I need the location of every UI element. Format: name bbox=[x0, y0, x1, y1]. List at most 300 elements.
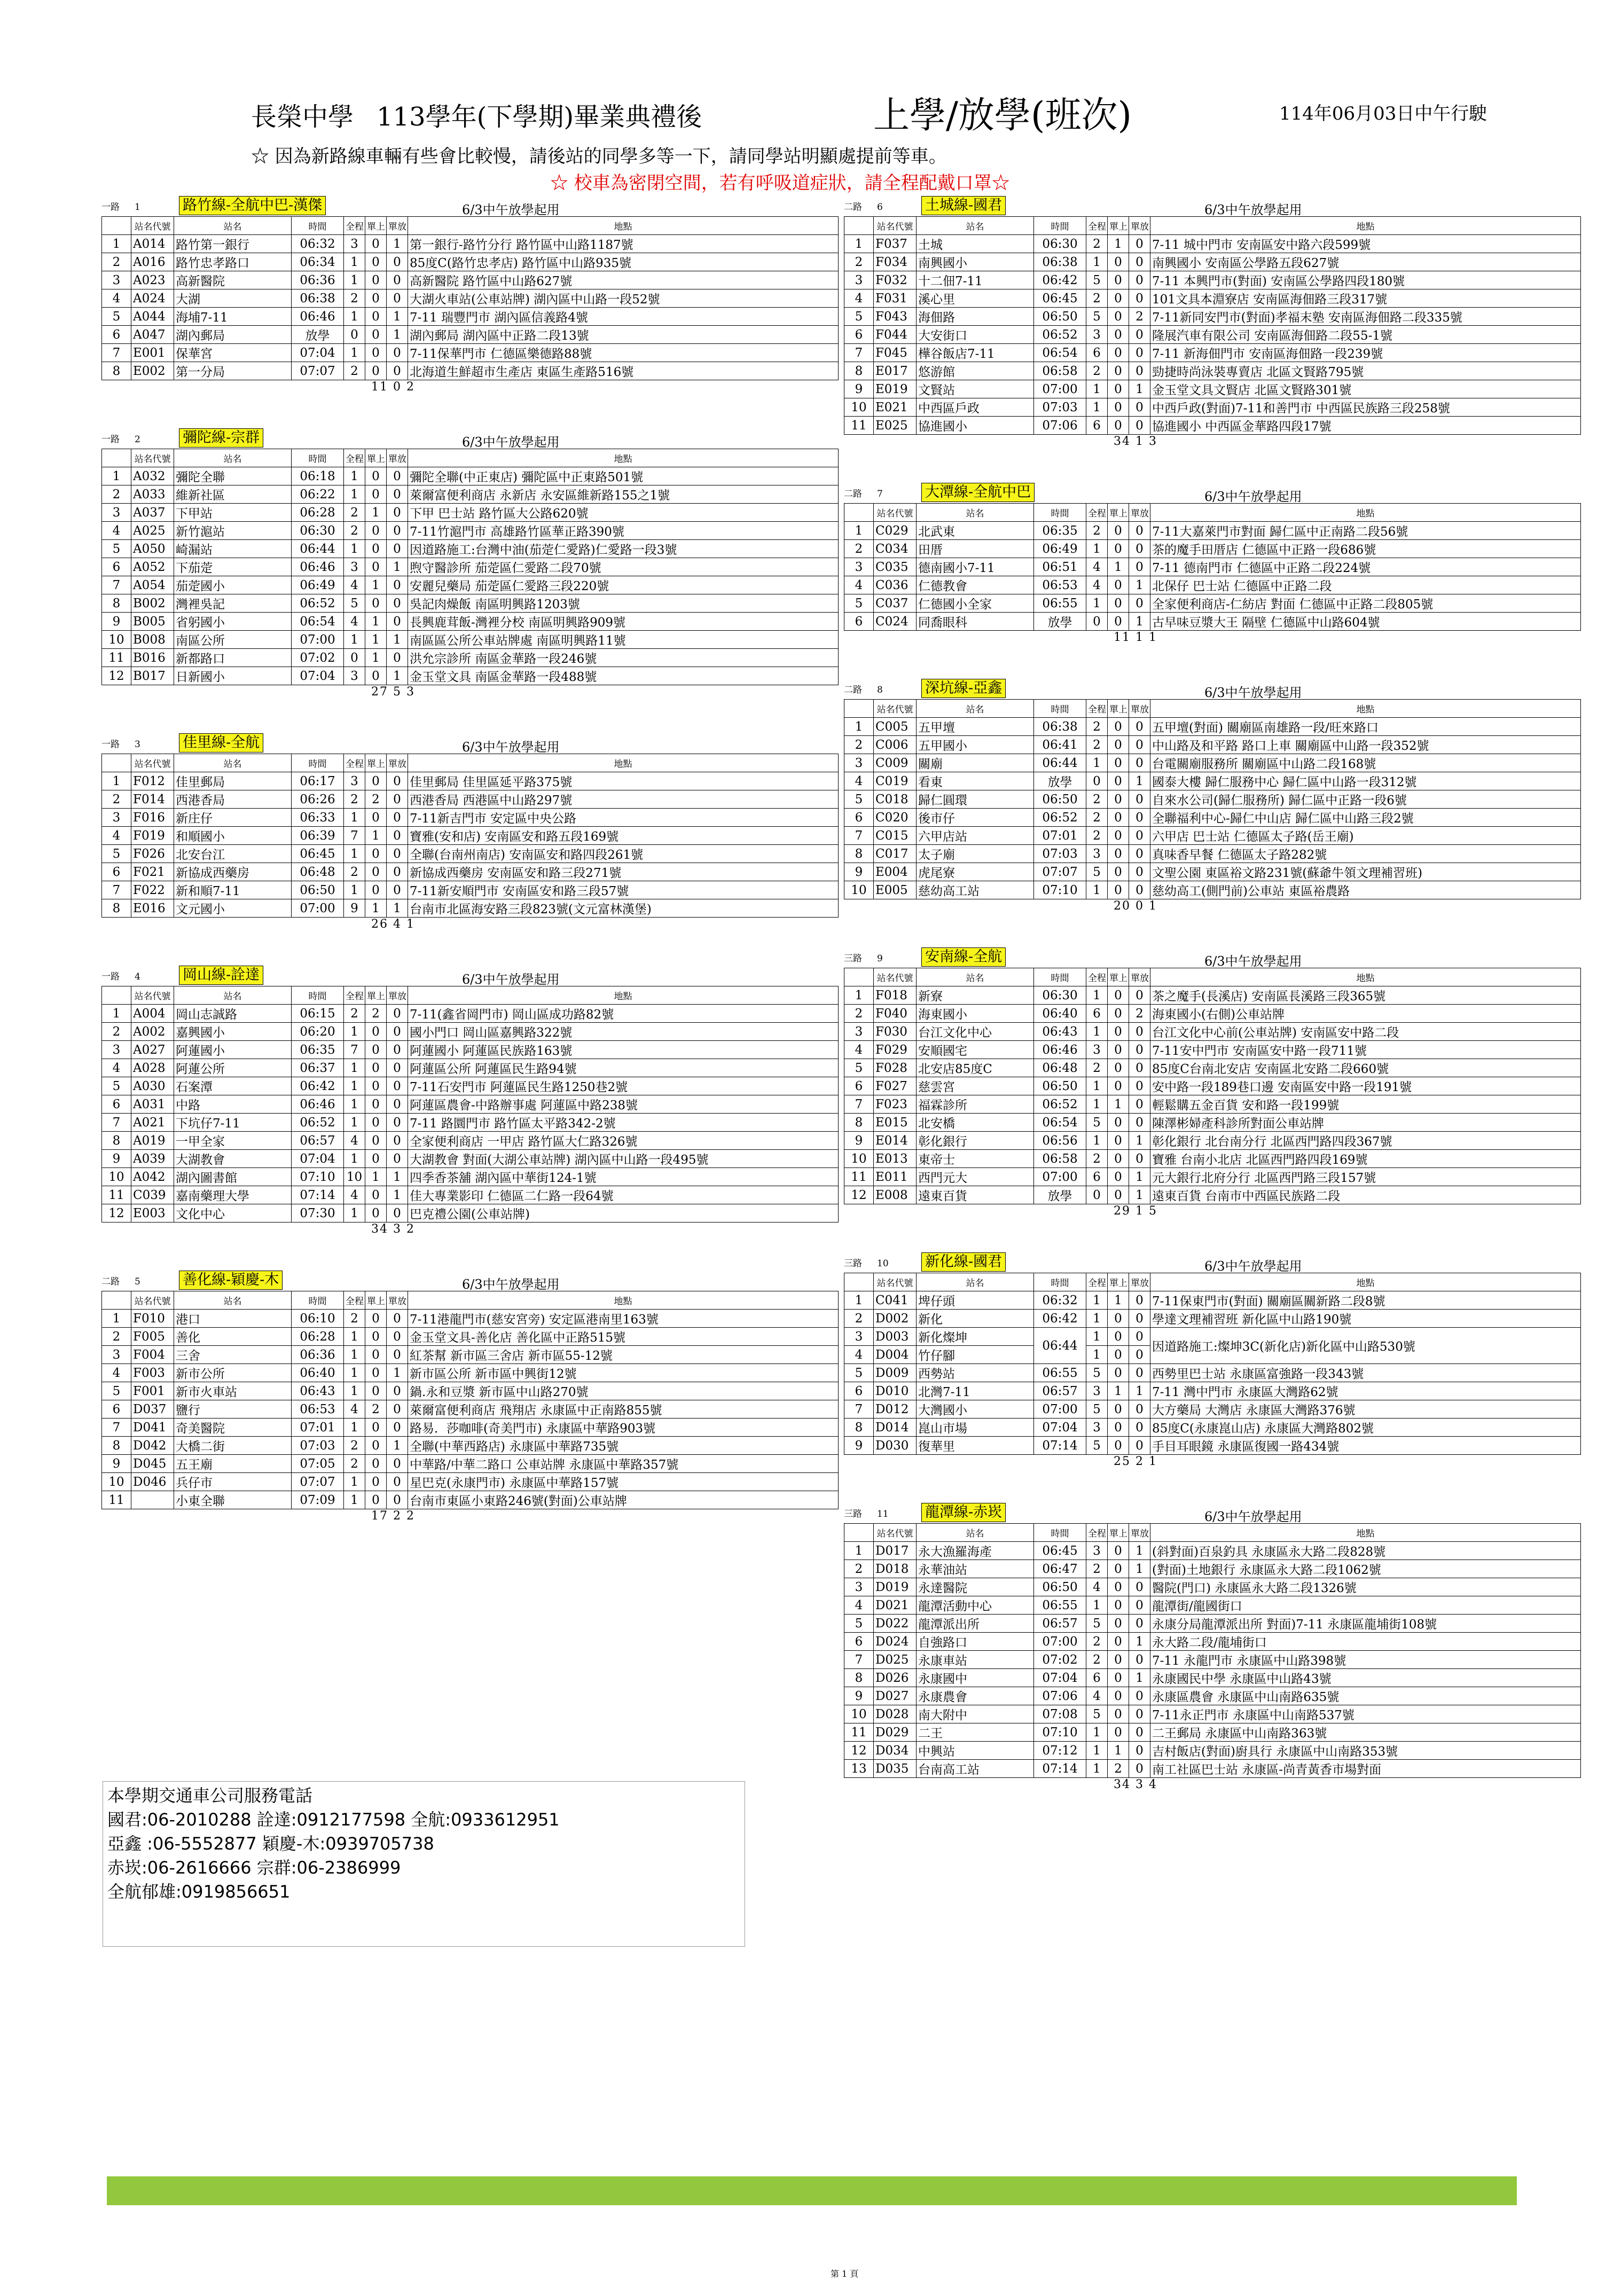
stop-index: 7 bbox=[102, 344, 131, 362]
stop-name: 中西區戶政 bbox=[917, 398, 1034, 417]
stop-location: 阿蓮區農會-中路辦事處 阿蓮區中路238號 bbox=[408, 1095, 839, 1114]
count-up: 0 bbox=[1108, 1669, 1129, 1687]
count-full: 2 bbox=[1086, 1059, 1108, 1077]
stop-name: 中路 bbox=[174, 1095, 292, 1114]
pickup-time: 06:37 bbox=[292, 1059, 344, 1077]
table-row bbox=[102, 1023, 839, 1041]
count-full: 1 bbox=[344, 1346, 365, 1364]
header-blank bbox=[102, 754, 131, 772]
table-row bbox=[844, 235, 1581, 253]
count-down: 0 bbox=[387, 772, 408, 790]
stop-code: F021 bbox=[131, 863, 174, 881]
column-header: 地點 bbox=[408, 986, 839, 1005]
page-number: 第 1 頁 bbox=[831, 2269, 859, 2279]
column-header: 站名 bbox=[174, 217, 292, 235]
count-full: 1 bbox=[344, 308, 365, 326]
table-row bbox=[102, 253, 839, 271]
count-up: 0 bbox=[365, 1095, 387, 1114]
count-down: 0 bbox=[1129, 417, 1150, 435]
table-row bbox=[844, 1328, 1581, 1346]
stop-index: 8 bbox=[844, 1419, 874, 1437]
pickup-time: 06:32 bbox=[292, 235, 344, 253]
stop-index: 10 bbox=[102, 631, 131, 649]
stop-index: 5 bbox=[844, 1059, 874, 1077]
stop-code: F028 bbox=[874, 1059, 917, 1077]
route-name: 善化線-穎慶-木 bbox=[179, 1271, 283, 1290]
stop-name: 太子廟 bbox=[917, 845, 1034, 863]
count-up: 0 bbox=[365, 467, 387, 485]
table-header-row bbox=[844, 1524, 1581, 1542]
pickup-time: 06:20 bbox=[292, 1023, 344, 1041]
count-down: 1 bbox=[1129, 1132, 1150, 1150]
route-block bbox=[101, 427, 839, 704]
column-header: 全程 bbox=[344, 1291, 365, 1310]
pickup-time: 06:22 bbox=[292, 485, 344, 504]
count-down: 0 bbox=[1129, 1364, 1150, 1382]
stop-index: 11 bbox=[102, 649, 131, 667]
pickup-time: 07:12 bbox=[1034, 1742, 1086, 1760]
table-row bbox=[844, 380, 1581, 398]
table-row bbox=[844, 1364, 1581, 1382]
count-up: 0 bbox=[1108, 1168, 1129, 1186]
stop-index: 6 bbox=[844, 1077, 874, 1095]
count-up: 0 bbox=[1108, 718, 1129, 736]
route-number bbox=[844, 1506, 889, 1519]
pickup-time: 07:06 bbox=[1034, 1687, 1086, 1705]
stop-code: D042 bbox=[131, 1437, 174, 1455]
table-row bbox=[844, 986, 1581, 1005]
stop-location: 7-11(鑫省岡門市) 岡山區成功路82號 bbox=[408, 1005, 839, 1023]
pickup-time: 06:48 bbox=[292, 863, 344, 881]
pickup-time: 07:01 bbox=[292, 1419, 344, 1437]
route-effective: 6/3中午放學起用 bbox=[462, 435, 560, 450]
route-header bbox=[844, 1251, 1581, 1273]
count-up: 0 bbox=[1108, 613, 1129, 631]
route-no: 4 bbox=[135, 971, 140, 982]
count-down: 0 bbox=[1129, 235, 1150, 253]
stop-index: 3 bbox=[102, 504, 131, 522]
table-row bbox=[102, 1491, 839, 1509]
count-up: 0 bbox=[1108, 1023, 1129, 1041]
table-row bbox=[102, 845, 839, 863]
table-row bbox=[102, 308, 839, 326]
count-full: 1 bbox=[344, 1473, 365, 1491]
column-header: 時間 bbox=[1034, 1524, 1086, 1542]
route-block bbox=[844, 678, 1581, 919]
pickup-time: 06:54 bbox=[1034, 344, 1086, 362]
pickup-time: 06:36 bbox=[292, 271, 344, 289]
stop-code: C041 bbox=[874, 1291, 917, 1310]
count-full: 1 bbox=[1086, 1291, 1108, 1310]
count-up: 0 bbox=[1108, 344, 1129, 362]
pickup-time: 06:58 bbox=[1034, 362, 1086, 380]
stop-index: 6 bbox=[844, 613, 874, 631]
table-row bbox=[844, 1023, 1581, 1041]
count-down: 1 bbox=[1129, 1382, 1150, 1400]
stop-name: 慈雲宮 bbox=[917, 1077, 1034, 1095]
stop-code: A021 bbox=[131, 1114, 174, 1132]
column-header: 站名 bbox=[174, 986, 292, 1005]
column-header: 全程 bbox=[1086, 1524, 1108, 1542]
column-header: 站名 bbox=[917, 1273, 1034, 1291]
stop-index: 12 bbox=[102, 1204, 131, 1223]
stop-index: 1 bbox=[844, 1291, 874, 1310]
header-blank bbox=[102, 1291, 131, 1310]
count-up: 0 bbox=[1108, 1132, 1129, 1150]
count-up: 2 bbox=[1108, 1760, 1129, 1778]
stop-location: 湖內郵局 湖內區中正路二段13號 bbox=[408, 326, 839, 344]
count-full: 1 bbox=[344, 540, 365, 558]
stop-index: 3 bbox=[844, 1328, 874, 1346]
count-up: 0 bbox=[1108, 398, 1129, 417]
stop-name: 大湖 bbox=[174, 289, 292, 308]
column-header: 全程 bbox=[344, 986, 365, 1005]
stop-name: 西勢站 bbox=[917, 1364, 1034, 1382]
table-header-row bbox=[844, 700, 1581, 718]
stop-code: F029 bbox=[874, 1041, 917, 1059]
stop-index: 10 bbox=[102, 1473, 131, 1491]
stop-name: 湖內郵局 bbox=[174, 326, 292, 344]
count-down: 0 bbox=[387, 1473, 408, 1491]
stop-index: 1 bbox=[102, 235, 131, 253]
stop-location: 金玉堂文具 南區金華路一段488號 bbox=[408, 667, 839, 685]
count-down: 0 bbox=[1129, 1723, 1150, 1742]
stop-index: 11 bbox=[844, 1168, 874, 1186]
pickup-time: 06:57 bbox=[1034, 1615, 1086, 1633]
stop-location: 鍋.永和豆漿 新市區中山路270號 bbox=[408, 1382, 839, 1400]
pickup-time: 06:44 bbox=[292, 540, 344, 558]
stop-name: 海埔7-11 bbox=[174, 308, 292, 326]
stop-index: 4 bbox=[102, 827, 131, 845]
stop-name: 維新社區 bbox=[174, 485, 292, 504]
stop-location: 國泰大樓 歸仁服務中心 歸仁區中山路一段312號 bbox=[1150, 772, 1581, 790]
route-block bbox=[101, 195, 839, 399]
route-totals: 34 3 2 bbox=[371, 1223, 415, 1236]
table-row bbox=[844, 1095, 1581, 1114]
count-full: 5 bbox=[1086, 1400, 1108, 1419]
count-down: 0 bbox=[387, 1491, 408, 1509]
table-row bbox=[102, 1077, 839, 1095]
stop-index: 3 bbox=[102, 809, 131, 827]
route-effective: 6/3中午放學起用 bbox=[462, 972, 560, 987]
stop-index: 4 bbox=[102, 1364, 131, 1382]
stop-index: 9 bbox=[102, 1150, 131, 1168]
stop-index: 2 bbox=[844, 1310, 874, 1328]
stop-code: D024 bbox=[874, 1633, 917, 1651]
table-row bbox=[102, 504, 839, 522]
stop-code: D034 bbox=[874, 1742, 917, 1760]
table-row bbox=[102, 467, 839, 485]
stop-name: 悠游館 bbox=[917, 362, 1034, 380]
stop-index: 6 bbox=[102, 1095, 131, 1114]
stop-index: 13 bbox=[844, 1760, 874, 1778]
column-header: 全程 bbox=[1086, 504, 1108, 522]
notice-line: ☆ 因為新路線車輛有些會比較慢，請後站的同學多等一下，請同學站明顯處提前等車。 bbox=[251, 146, 947, 167]
stop-location: 大湖教會 對面(大湖公車站牌) 湖內區中山路一段495號 bbox=[408, 1150, 839, 1168]
stop-name: 看東 bbox=[917, 772, 1034, 790]
table-row bbox=[844, 326, 1581, 344]
pickup-time: 07:10 bbox=[292, 1168, 344, 1186]
route-header bbox=[101, 1270, 839, 1291]
column-header: 單放 bbox=[1129, 504, 1150, 522]
stop-index: 2 bbox=[102, 1023, 131, 1041]
route-name: 深坑線-亞鑫 bbox=[921, 679, 1006, 698]
pickup-time: 06:52 bbox=[1034, 1095, 1086, 1114]
stop-name: 五甲國小 bbox=[917, 736, 1034, 754]
pickup-time: 07:10 bbox=[1034, 1723, 1086, 1742]
stop-code: A047 bbox=[131, 326, 174, 344]
stop-name: 永康車站 bbox=[917, 1651, 1034, 1669]
column-header: 站名代號 bbox=[131, 449, 174, 467]
stop-name: 龍潭派出所 bbox=[917, 1615, 1034, 1633]
count-full: 4 bbox=[344, 1132, 365, 1150]
stop-code: E004 bbox=[874, 863, 917, 881]
count-up: 0 bbox=[365, 289, 387, 308]
route-no: 6 bbox=[877, 202, 883, 213]
stop-name: 仁德教會 bbox=[917, 576, 1034, 594]
stop-code: B017 bbox=[131, 667, 174, 685]
count-down: 0 bbox=[1129, 1578, 1150, 1596]
count-full: 4 bbox=[344, 1400, 365, 1419]
phone-line: 亞鑫 :06-5552877 穎慶-木:0939705738 bbox=[107, 1833, 434, 1854]
count-down: 1 bbox=[387, 631, 408, 649]
pickup-time: 06:57 bbox=[1034, 1382, 1086, 1400]
stop-code: D030 bbox=[874, 1437, 917, 1455]
count-up: 0 bbox=[365, 235, 387, 253]
stop-name: 和順國小 bbox=[174, 827, 292, 845]
column-header: 全程 bbox=[1086, 217, 1108, 235]
stop-location: 六甲店 巴士站 仁德區太子路(岳王廟) bbox=[1150, 827, 1581, 845]
count-down: 0 bbox=[1129, 1651, 1150, 1669]
stop-code: D009 bbox=[874, 1364, 917, 1382]
pickup-time: 06:55 bbox=[1034, 594, 1086, 613]
count-down: 1 bbox=[387, 235, 408, 253]
stop-location: 7-11竹滬門市 高雄路竹區華正路390號 bbox=[408, 522, 839, 540]
route-table bbox=[844, 1273, 1581, 1455]
count-full: 1 bbox=[1086, 1760, 1108, 1778]
route-totals: 11 1 1 bbox=[1114, 631, 1157, 644]
pickup-time: 07:04 bbox=[292, 667, 344, 685]
count-down: 0 bbox=[1129, 522, 1150, 540]
pickup-time: 放學 bbox=[1034, 613, 1086, 631]
stop-name: 大湖教會 bbox=[174, 1150, 292, 1168]
stop-code: D028 bbox=[874, 1705, 917, 1723]
count-full: 1 bbox=[1086, 754, 1108, 772]
count-full: 2 bbox=[1086, 362, 1108, 380]
count-full: 6 bbox=[1086, 417, 1108, 435]
count-full: 0 bbox=[344, 649, 365, 667]
stop-location: 新市區公所 新市區中興街12號 bbox=[408, 1364, 839, 1382]
count-up: 1 bbox=[365, 576, 387, 594]
count-up: 0 bbox=[1108, 1186, 1129, 1204]
stop-name: 南興國小 bbox=[917, 253, 1034, 271]
stop-name: 永華油站 bbox=[917, 1560, 1034, 1578]
stop-name: 樺谷飯店7-11 bbox=[917, 344, 1034, 362]
stop-index: 10 bbox=[844, 1150, 874, 1168]
stop-code: D027 bbox=[874, 1687, 917, 1705]
route-no: 1 bbox=[135, 202, 140, 213]
count-up: 0 bbox=[1108, 1542, 1129, 1560]
stop-index: 10 bbox=[844, 1705, 874, 1723]
stop-code: E011 bbox=[874, 1168, 917, 1186]
count-full: 1 bbox=[344, 809, 365, 827]
pickup-time: 06:50 bbox=[1034, 308, 1086, 326]
header-blank bbox=[844, 1273, 874, 1291]
stop-location: 寶雅(安和店) 安南區安和路五段169號 bbox=[408, 827, 839, 845]
stop-code: A024 bbox=[131, 289, 174, 308]
route-header bbox=[101, 732, 839, 754]
pickup-time: 06:30 bbox=[292, 522, 344, 540]
stop-name: 永康農會 bbox=[917, 1687, 1034, 1705]
stop-name: 北武東 bbox=[917, 522, 1034, 540]
pickup-time: 06:49 bbox=[1034, 540, 1086, 558]
count-down: 0 bbox=[387, 613, 408, 631]
count-up: 0 bbox=[365, 1114, 387, 1132]
count-up: 2 bbox=[365, 790, 387, 809]
count-down: 0 bbox=[387, 1077, 408, 1095]
stop-code: F040 bbox=[874, 1005, 917, 1023]
stop-code: D037 bbox=[131, 1400, 174, 1419]
header-blank bbox=[844, 217, 874, 235]
route-name: 安南線-全航 bbox=[921, 947, 1006, 967]
column-header: 時間 bbox=[1034, 1273, 1086, 1291]
table-row bbox=[102, 362, 839, 380]
table-row bbox=[102, 613, 839, 631]
stop-index: 7 bbox=[844, 1095, 874, 1114]
column-header: 單上 bbox=[365, 449, 387, 467]
count-down: 0 bbox=[387, 289, 408, 308]
stop-code: A052 bbox=[131, 558, 174, 576]
count-full: 0 bbox=[1086, 772, 1108, 790]
stop-name: 土城 bbox=[917, 235, 1034, 253]
count-full: 1 bbox=[344, 881, 365, 899]
stop-index: 8 bbox=[102, 1437, 131, 1455]
count-full: 2 bbox=[344, 362, 365, 380]
count-up: 0 bbox=[365, 1437, 387, 1455]
stop-name: 阿蓮國小 bbox=[174, 1041, 292, 1059]
count-full: 1 bbox=[344, 845, 365, 863]
stop-code: C006 bbox=[874, 736, 917, 754]
stop-code: F019 bbox=[131, 827, 174, 845]
count-full: 3 bbox=[344, 772, 365, 790]
column-header: 全程 bbox=[1086, 1273, 1108, 1291]
column-header: 單上 bbox=[1108, 968, 1129, 986]
table-row bbox=[102, 1186, 839, 1204]
count-up: 0 bbox=[365, 1473, 387, 1491]
count-up: 0 bbox=[365, 1150, 387, 1168]
count-up: 0 bbox=[1108, 754, 1129, 772]
stop-index: 2 bbox=[102, 790, 131, 809]
column-header: 單上 bbox=[365, 1291, 387, 1310]
count-full: 1 bbox=[1086, 1328, 1108, 1346]
count-full: 1 bbox=[1086, 1346, 1108, 1364]
table-row bbox=[102, 881, 839, 899]
stop-location: 茶的魔手田厝店 仁德區中正路一段686號 bbox=[1150, 540, 1581, 558]
column-header: 站名代號 bbox=[874, 1524, 917, 1542]
stop-name: 日新國小 bbox=[174, 667, 292, 685]
pickup-time: 06:35 bbox=[292, 1041, 344, 1059]
route-label: 一路 bbox=[101, 434, 120, 445]
pickup-time: 06:40 bbox=[1034, 1005, 1086, 1023]
count-full: 5 bbox=[1086, 308, 1108, 326]
pickup-time: 07:07 bbox=[1034, 863, 1086, 881]
route-label: 一路 bbox=[101, 739, 120, 750]
column-header: 站名 bbox=[917, 968, 1034, 986]
count-full: 2 bbox=[1086, 809, 1108, 827]
route-effective: 6/3中午放學起用 bbox=[1204, 954, 1302, 969]
header-blank bbox=[844, 968, 874, 986]
count-full: 1 bbox=[344, 631, 365, 649]
table-row bbox=[102, 1041, 839, 1059]
count-full: 4 bbox=[1086, 1578, 1108, 1596]
stop-index: 1 bbox=[844, 1542, 874, 1560]
stop-index: 6 bbox=[102, 1400, 131, 1419]
table-row bbox=[844, 1419, 1581, 1437]
count-down: 0 bbox=[1129, 1150, 1150, 1168]
stop-location: 第一銀行-路竹分行 路竹區中山路1187號 bbox=[408, 235, 839, 253]
route-table bbox=[844, 503, 1581, 631]
stop-name: 奇美醫院 bbox=[174, 1419, 292, 1437]
stop-index: 1 bbox=[102, 772, 131, 790]
stop-code: C029 bbox=[874, 522, 917, 540]
route-block bbox=[844, 195, 1581, 454]
pickup-time: 06:58 bbox=[1034, 1150, 1086, 1168]
count-full: 0 bbox=[1086, 613, 1108, 631]
pickup-time: 06:18 bbox=[292, 467, 344, 485]
table-row bbox=[844, 576, 1581, 594]
count-down: 0 bbox=[387, 362, 408, 380]
route-label: 一路 bbox=[101, 202, 120, 213]
column-header: 全程 bbox=[344, 217, 365, 235]
count-full: 10 bbox=[344, 1168, 365, 1186]
stop-name: 新化 bbox=[917, 1310, 1034, 1328]
route-table bbox=[101, 216, 839, 380]
stop-name: 新化燦坤 bbox=[917, 1328, 1034, 1346]
stop-index: 9 bbox=[844, 863, 874, 881]
pickup-time: 06:46 bbox=[292, 558, 344, 576]
pickup-time: 06:17 bbox=[292, 772, 344, 790]
stop-location: 永康區農會 永康區中山南路635號 bbox=[1150, 1687, 1581, 1705]
column-header: 站名代號 bbox=[131, 1291, 174, 1310]
stop-index: 8 bbox=[844, 362, 874, 380]
stop-index: 9 bbox=[844, 1687, 874, 1705]
count-down: 0 bbox=[1129, 1023, 1150, 1041]
stop-index: 9 bbox=[844, 1132, 874, 1150]
stop-name: 新和順7-11 bbox=[174, 881, 292, 899]
stop-location: 手目耳眼鏡 永康區復國一路434號 bbox=[1150, 1437, 1581, 1455]
stop-location: 吉村飯店(對面)廚具行 永康區中山南路353號 bbox=[1150, 1742, 1581, 1760]
table-row bbox=[844, 1132, 1581, 1150]
stop-code: F037 bbox=[874, 235, 917, 253]
count-up: 1 bbox=[365, 649, 387, 667]
stop-code: D004 bbox=[874, 1346, 917, 1364]
route-effective: 6/3中午放學起用 bbox=[1204, 1509, 1302, 1524]
count-up: 0 bbox=[1108, 772, 1129, 790]
table-row bbox=[102, 522, 839, 540]
count-full: 1 bbox=[1086, 1596, 1108, 1615]
route-header bbox=[844, 678, 1581, 699]
count-down: 0 bbox=[387, 522, 408, 540]
count-down: 0 bbox=[1129, 1077, 1150, 1095]
pickup-time: 06:32 bbox=[1034, 1291, 1086, 1310]
stop-code: D014 bbox=[874, 1419, 917, 1437]
column-header: 站名 bbox=[174, 754, 292, 772]
count-full: 1 bbox=[1086, 594, 1108, 613]
stop-index: 6 bbox=[102, 326, 131, 344]
count-full: 1 bbox=[344, 1382, 365, 1400]
route-header bbox=[844, 1502, 1581, 1523]
count-down: 0 bbox=[1129, 1328, 1150, 1346]
